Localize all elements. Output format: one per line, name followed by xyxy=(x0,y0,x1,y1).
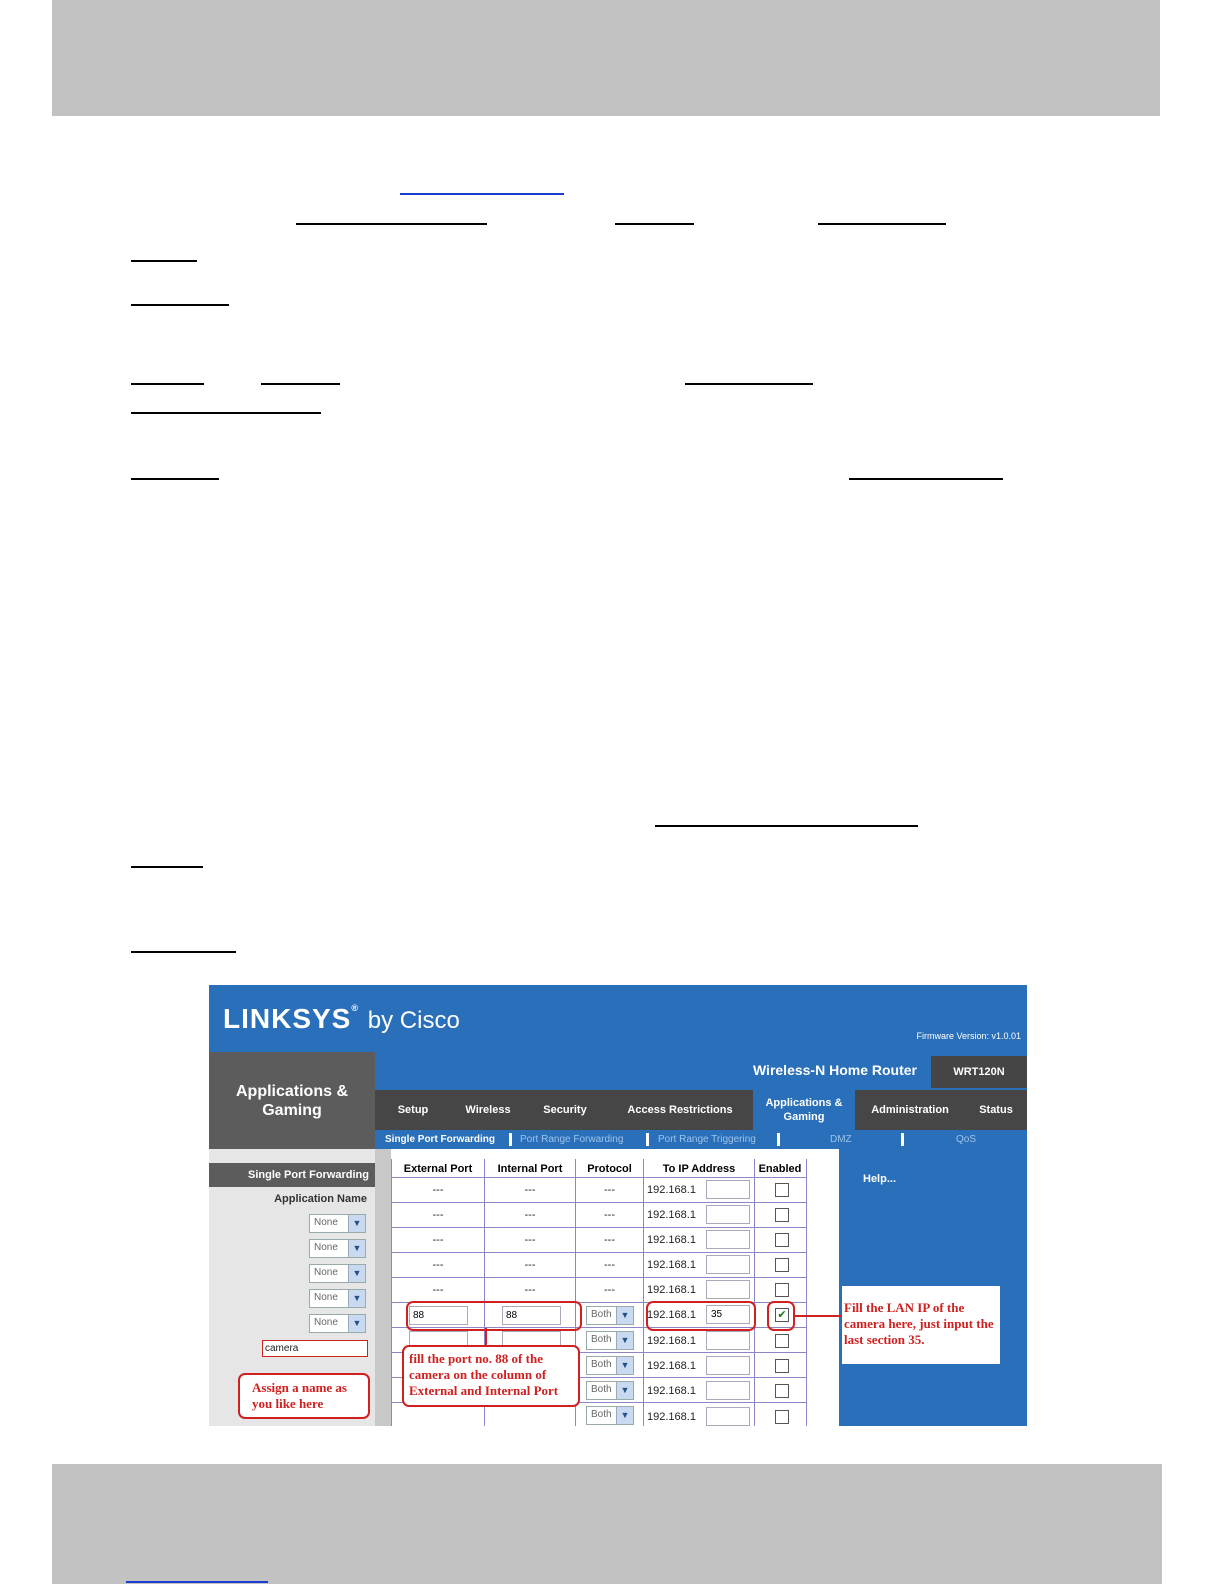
ip-last-octet-input[interactable] xyxy=(706,1381,750,1400)
product-strip xyxy=(375,1052,1027,1090)
ip-last-octet-input[interactable] xyxy=(706,1205,750,1224)
text-underline xyxy=(849,478,1003,480)
application-name-input[interactable]: camera xyxy=(262,1340,368,1357)
col-internal-port: Internal Port xyxy=(497,1163,563,1175)
chevron-down-icon: ▼ xyxy=(616,1357,633,1374)
text-underline xyxy=(131,478,219,480)
external-port-cell: --- xyxy=(432,1284,444,1296)
ip-prefix: 192.168.1 xyxy=(647,1309,696,1321)
chevron-down-icon: ▼ xyxy=(348,1315,365,1332)
left-panel-header: Single Port Forwarding xyxy=(209,1163,375,1187)
col-to-ip-address: To IP Address xyxy=(662,1163,736,1175)
main-tabs xyxy=(375,1090,1027,1130)
footer-link[interactable] xyxy=(126,1560,268,1584)
text-underline xyxy=(131,866,203,868)
external-port-cell: --- xyxy=(432,1209,444,1221)
protocol-select[interactable]: Both ▼ xyxy=(586,1381,634,1400)
ip-last-octet-input[interactable]: 35 xyxy=(706,1305,750,1324)
internal-port-cell: --- xyxy=(524,1234,536,1246)
internal-port-cell: --- xyxy=(524,1284,536,1296)
ip-last-octet-input[interactable] xyxy=(706,1230,750,1249)
ip-prefix: 192.168.1 xyxy=(647,1209,696,1221)
chevron-down-icon: ▼ xyxy=(616,1307,633,1324)
ip-prefix: 192.168.1 xyxy=(647,1284,696,1296)
protocol-cell: --- xyxy=(604,1184,615,1196)
model-number: WRT120N xyxy=(931,1056,1027,1088)
application-name-label: Application Name xyxy=(274,1193,367,1205)
internal-port-cell: --- xyxy=(524,1259,536,1271)
col-protocol: Protocol xyxy=(587,1163,632,1175)
table-divider xyxy=(375,1149,391,1426)
tab-access-restrictions[interactable]: Access Restrictions xyxy=(627,1104,733,1116)
text-underline xyxy=(261,383,340,385)
external-port-cell: --- xyxy=(432,1234,444,1246)
internal-port-cell: --- xyxy=(524,1209,536,1221)
chevron-down-icon: ▼ xyxy=(348,1215,365,1232)
ip-last-octet-input[interactable] xyxy=(706,1331,750,1350)
ip-prefix: 192.168.1 xyxy=(647,1184,696,1196)
enabled-highlight xyxy=(767,1301,795,1331)
ip-last-octet-input[interactable] xyxy=(706,1180,750,1199)
application-select[interactable]: None ▼ xyxy=(309,1314,366,1333)
external-port-input[interactable]: 88 xyxy=(409,1306,468,1325)
chevron-down-icon: ▼ xyxy=(348,1290,365,1307)
ip-last-octet-input[interactable] xyxy=(706,1255,750,1274)
ip-prefix: 192.168.1 xyxy=(647,1234,696,1246)
grid-line xyxy=(806,1159,807,1426)
tab-status[interactable]: Status xyxy=(979,1104,1013,1116)
tab-administration[interactable]: Administration xyxy=(871,1104,949,1116)
text-underline xyxy=(818,223,946,225)
ip-prefix: 192.168.1 xyxy=(647,1360,696,1372)
col-external-port: External Port xyxy=(403,1163,473,1175)
application-select[interactable]: None ▼ xyxy=(309,1264,366,1283)
protocol-cell: --- xyxy=(604,1209,615,1221)
enabled-checkbox[interactable] xyxy=(775,1359,789,1373)
col-enabled: Enabled xyxy=(758,1163,802,1175)
subtab-port-range-triggering[interactable]: Port Range Triggering xyxy=(658,1134,756,1145)
subtab-qos[interactable]: QoS xyxy=(956,1134,977,1145)
protocol-cell: --- xyxy=(604,1284,615,1296)
protocol-select[interactable]: Both ▼ xyxy=(586,1406,634,1425)
text-underline xyxy=(131,383,204,385)
grid-line xyxy=(391,1252,807,1253)
grid-line xyxy=(754,1159,755,1426)
chevron-down-icon: ▼ xyxy=(616,1332,633,1349)
tab-security[interactable]: Security xyxy=(543,1104,587,1116)
ip-last-octet-input[interactable] xyxy=(706,1280,750,1299)
text-underline xyxy=(131,412,321,414)
application-select[interactable]: None ▼ xyxy=(309,1214,366,1233)
port-highlight xyxy=(406,1301,582,1331)
port-annotation: fill the port no. 88 of the camera on the column of External and Internal Port xyxy=(402,1345,580,1407)
protocol-select[interactable]: Both ▼ xyxy=(586,1331,634,1350)
ip-annotation: Fill the LAN IP of the camera here, just input the last section 35. xyxy=(842,1286,1000,1364)
grid-line xyxy=(391,1227,807,1228)
text-underline xyxy=(131,304,229,306)
chevron-down-icon: ▼ xyxy=(616,1382,633,1399)
ip-prefix: 192.168.1 xyxy=(647,1385,696,1397)
chevron-down-icon: ▼ xyxy=(348,1240,365,1257)
external-port-cell: --- xyxy=(432,1259,444,1271)
enabled-checkbox[interactable] xyxy=(775,1283,789,1297)
enabled-checkbox[interactable] xyxy=(775,1208,789,1222)
subtab-separator xyxy=(646,1133,649,1146)
section-box xyxy=(209,1052,375,1149)
text-underline xyxy=(685,383,813,385)
text-underline xyxy=(655,825,918,827)
enabled-checkbox[interactable] xyxy=(775,1183,789,1197)
enabled-checkbox[interactable] xyxy=(775,1410,789,1424)
subtab-separator xyxy=(777,1133,780,1146)
subtab-separator xyxy=(901,1133,904,1146)
grid-line xyxy=(391,1177,807,1178)
link-underline[interactable] xyxy=(400,193,564,195)
router-screenshot xyxy=(209,985,1027,1426)
protocol-select[interactable]: Both ▼ xyxy=(586,1356,634,1375)
footer-link-underline xyxy=(126,1581,268,1583)
internal-port-input[interactable]: 88 xyxy=(502,1306,561,1325)
subtab-dmz[interactable]: DMZ xyxy=(830,1134,852,1145)
help-link[interactable]: Help... xyxy=(863,1173,897,1185)
enabled-checkbox[interactable] xyxy=(775,1233,789,1247)
text-underline xyxy=(615,223,694,225)
callout-connector xyxy=(793,1315,843,1317)
enabled-checkbox[interactable] xyxy=(775,1384,789,1398)
application-select[interactable]: None ▼ xyxy=(309,1239,366,1258)
grid-line xyxy=(391,1202,807,1203)
tab-wireless[interactable]: Wireless xyxy=(465,1104,511,1116)
chevron-down-icon: ▼ xyxy=(348,1265,365,1282)
section-title: Applications & Gaming xyxy=(235,1083,348,1119)
chevron-down-icon: ▼ xyxy=(616,1407,633,1424)
grid-line xyxy=(643,1159,644,1426)
protocol-cell: --- xyxy=(604,1234,615,1246)
sub-tabs xyxy=(375,1130,1027,1149)
protocol-select[interactable]: Both ▼ xyxy=(586,1306,634,1325)
header-band xyxy=(52,0,1160,116)
firmware-version: Firmware Version: v1.0.01 xyxy=(916,1031,1021,1041)
name-annotation: Assign a name as you like here xyxy=(238,1373,370,1419)
ip-prefix: 192.168.1 xyxy=(647,1335,696,1347)
subtab-port-range-forwarding[interactable]: Port Range Forwarding xyxy=(520,1134,624,1145)
linksys-logo: LINKSYS® by Cisco xyxy=(223,1003,460,1034)
ip-last-octet-input[interactable] xyxy=(706,1356,750,1375)
ip-prefix: 192.168.1 xyxy=(647,1411,696,1423)
tab-setup[interactable]: Setup xyxy=(397,1104,429,1116)
text-underline xyxy=(131,260,197,262)
product-name: Wireless-N Home Router xyxy=(752,1062,917,1078)
application-select[interactable]: None ▼ xyxy=(309,1289,366,1308)
subtab-single-port-forwarding[interactable]: Single Port Forwarding xyxy=(385,1134,496,1145)
ip-highlight xyxy=(646,1301,756,1331)
callout-connector xyxy=(485,1328,487,1345)
ip-last-octet-input[interactable] xyxy=(706,1407,750,1426)
ip-prefix: 192.168.1 xyxy=(647,1259,696,1271)
enabled-checkbox[interactable] xyxy=(775,1258,789,1272)
grid-line xyxy=(391,1277,807,1278)
tab-applications-gaming[interactable]: Applications & Gaming xyxy=(753,1090,855,1130)
internal-port-cell: --- xyxy=(524,1184,536,1196)
router-topbar xyxy=(209,985,1027,1052)
subtab-separator xyxy=(509,1133,512,1146)
check-icon: ✔ xyxy=(777,1309,787,1321)
enabled-checkbox[interactable] xyxy=(775,1334,789,1348)
external-port-cell: --- xyxy=(432,1184,444,1196)
text-underline xyxy=(131,951,236,953)
text-underline xyxy=(296,223,487,225)
protocol-cell: --- xyxy=(604,1259,615,1271)
